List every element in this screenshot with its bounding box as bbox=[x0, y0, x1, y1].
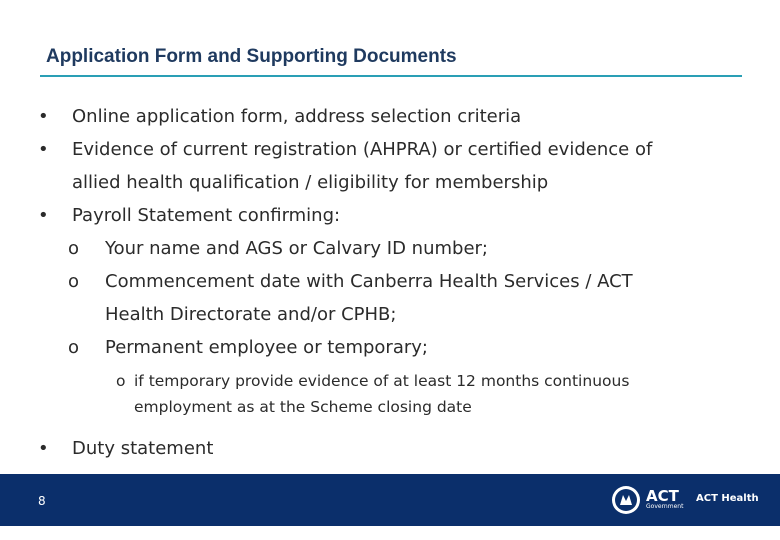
subsub-text: if temporary provide evidence of at least 12 months continuous bbox=[134, 372, 630, 390]
content-body bbox=[38, 100, 738, 465]
logo-subtext: Government bbox=[646, 503, 684, 510]
bullet-text: Online application form, address selection criteria bbox=[72, 106, 522, 127]
bullet-item bbox=[38, 100, 738, 133]
bullet-mark: • bbox=[38, 205, 49, 226]
bullet-text: Duty statement bbox=[72, 438, 214, 459]
bullet-mark: • bbox=[38, 106, 49, 127]
subsub-mark: o bbox=[116, 372, 126, 390]
act-health-brand: ACT Health bbox=[696, 493, 759, 504]
subsub-item bbox=[38, 368, 738, 420]
subbullet-text: Commencement date with Canberra Health Services / ACT bbox=[105, 271, 633, 292]
logo-text bbox=[646, 489, 683, 511]
bullet-text: Evidence of current registration (AHPRA) or certified evidence of bbox=[72, 139, 653, 160]
title-divider bbox=[40, 75, 742, 77]
bullet-item bbox=[38, 432, 738, 465]
act-government-logo bbox=[611, 482, 691, 518]
subbullet-mark: o bbox=[68, 271, 80, 292]
subbullet-mark: o bbox=[68, 337, 80, 358]
subbullet-text: Your name and AGS or Calvary ID number; bbox=[105, 238, 488, 259]
bullet-mark: • bbox=[38, 438, 49, 459]
subbullet-item bbox=[38, 331, 738, 364]
bullet-text: Payroll Statement confirming: bbox=[72, 205, 341, 226]
subbullet-item bbox=[38, 265, 738, 331]
crest-icon bbox=[611, 485, 641, 515]
page-number: 8 bbox=[38, 494, 46, 508]
subbullet-text: Permanent employee or temporary; bbox=[105, 337, 428, 358]
bullet-item bbox=[38, 199, 738, 232]
subbullet-text: Health Directorate and/or CPHB; bbox=[105, 304, 397, 325]
bullet-text: allied health qualification / eligibility for membership bbox=[72, 172, 549, 193]
bullet-mark: • bbox=[38, 139, 49, 160]
footer-bar bbox=[0, 474, 780, 526]
subbullet-mark: o bbox=[68, 238, 80, 259]
logo-main-text: ACT bbox=[646, 487, 679, 505]
subbullet-item bbox=[38, 232, 738, 265]
subsub-text: employment as at the Scheme closing date bbox=[134, 398, 472, 416]
slide-title: Application Form and Supporting Documents bbox=[46, 46, 457, 67]
bullet-item bbox=[38, 133, 738, 199]
